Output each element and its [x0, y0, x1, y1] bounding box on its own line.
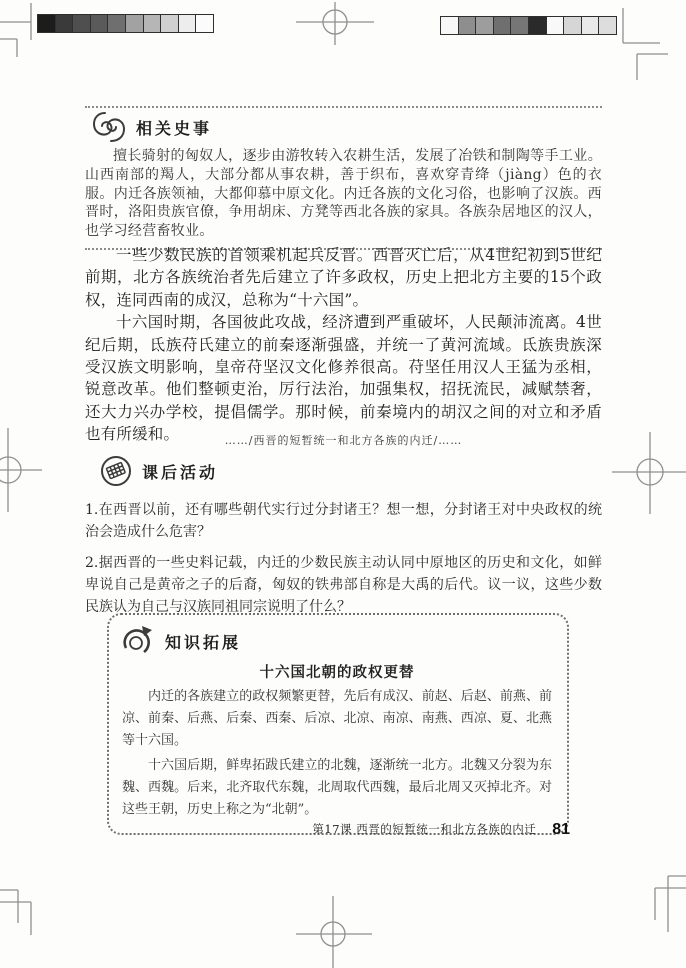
- calibration-cell: [38, 15, 56, 32]
- dotted-rule-top: [85, 106, 602, 108]
- calibration-cell: [459, 17, 477, 34]
- calibration-cell: [108, 15, 126, 32]
- main-text: [85, 244, 602, 446]
- corner-mark-bottom-left: [0, 890, 31, 935]
- related-history-section: [85, 106, 602, 250]
- knowledge-extension-title: 知识拓展: [165, 634, 242, 652]
- scroll-swirl-icon: [91, 110, 127, 144]
- knowledge-paragraph: 十六国后期，鲜卑拓跋氏建立的北魏，逐渐统一北方。北魏又分裂为东魏、西魏。后来，北齐取代东魏，北周取代西魏，最后北周又灭掉北齐。对这些王朝，历史上称之为“北朝”。: [122, 758, 552, 817]
- after-class-title: 课后活动: [142, 464, 219, 482]
- calibration-strip-right: [440, 16, 617, 35]
- body-paragraph: 十六国时期，各国彼此攻战，经济遭到严重破坏，人民颠沛流离。4世纪后期，氐族苻氏建立的前秦逐渐强盛，并统一了黄河流域。氐族贵族深受汉族文明影响，皇帝苻坚汉文化修养很高。苻坚任用汉人王猛为丞相，锐意改革。他们整顿吏治，厉行法治，加强集权，招抚流民，减赋禁奢，还大力兴办学校，提倡儒学。那时候，前秦境内的胡汉之间的对立和矛盾也有所缓和。: [85, 313, 602, 444]
- calibration-cell: [564, 17, 582, 34]
- circular-arrow-icon: [120, 623, 156, 659]
- footer-page-number: 81: [552, 821, 570, 838]
- activity-question: 1.在西晋以前，还有哪些朝代实行过分封诸王？想一想，分封诸王对中央政权的统治会造成什么危害？: [85, 502, 602, 540]
- calibration-cell: [476, 17, 494, 34]
- calibration-cell: [126, 15, 144, 32]
- crosshair-target-top-center: [296, 2, 374, 45]
- knowledge-paragraph: 内迁的各族建立的政权频繁更替，先后有成汉、前赵、后赵、前燕、前凉、前秦、后燕、后秦、西秦、后凉、北凉、南凉、南燕、西凉、夏、北燕等十六国。: [122, 689, 552, 748]
- related-history-body: 擅长骑射的匈奴人，逐步由游牧转入农耕生活，发展了冶铁和制陶等手工业。山西南部的羯人，大部分都从事农耕，善于织布，喜欢穿青绛（jiàng）色的衣服。内迁各族领袖，大都仰慕中原文化。内迁各族的文化习俗，也影响了汉族。西晋时，洛阳贵族官僚，争用胡床、方凳等西北各族的家具。各族杂居地区的汉人，也学习经营畜牧业。: [85, 148, 602, 240]
- calibration-cell: [179, 15, 197, 32]
- related-history-title: 相关史事: [136, 120, 213, 138]
- knowledge-extension-subtitle: 十六国北朝的政权更替: [259, 664, 415, 681]
- running-title-note: ……/西晋的短暂统一和北方各族的内迁/……: [224, 434, 463, 447]
- activity-question: 2.据西晋的一些史料记载，内迁的少数民族主动认同中原地区的历史和文化，如鲜卑说自己是黄帝之子的后裔，匈奴的铁弗部自称是大禹的后代。议一议，这些少数民族认为自己与汉族同祖同宗说明了什么？: [85, 555, 602, 615]
- crosshair-target-right: [612, 432, 686, 514]
- body-paragraph: 一些少数民族的首领乘机起兵反晋。西晋灭亡后，从4世纪初到5世纪前期，北方各族统治者先后建立了许多政权，历史上把北方主要的15个政权，连同西南的成汉，总称为“十六国”。: [85, 246, 602, 309]
- calibration-cell: [91, 15, 109, 32]
- corner-mark-bottom-right: [655, 876, 686, 932]
- after-class-section: [85, 454, 602, 627]
- footer-lesson-title: 第17课 西晋的短暂统一和北方各族的内迁: [312, 822, 537, 836]
- calibration-cell: [441, 17, 459, 34]
- calibration-cell: [196, 15, 213, 32]
- crosshair-target-bottom-center: [296, 896, 372, 968]
- crosshair-target-left: [0, 428, 42, 512]
- calibration-cell: [547, 17, 565, 34]
- corner-mark-top-left: [0, 3, 31, 57]
- calibration-strip-left: [37, 14, 214, 33]
- calibration-cell: [494, 17, 512, 34]
- calibration-cell: [582, 17, 600, 34]
- calibration-cell: [144, 15, 162, 32]
- calibration-cell: [599, 17, 616, 34]
- corner-mark-top-right: [623, 8, 668, 80]
- knowledge-extension-box: [107, 613, 569, 835]
- calibration-cell: [56, 15, 74, 32]
- calibration-cell: [161, 15, 179, 32]
- page-footer: [85, 818, 602, 839]
- calibration-cell: [529, 17, 547, 34]
- calibration-cell: [73, 15, 91, 32]
- calibration-cell: [511, 17, 529, 34]
- activity-book-icon: [99, 454, 133, 488]
